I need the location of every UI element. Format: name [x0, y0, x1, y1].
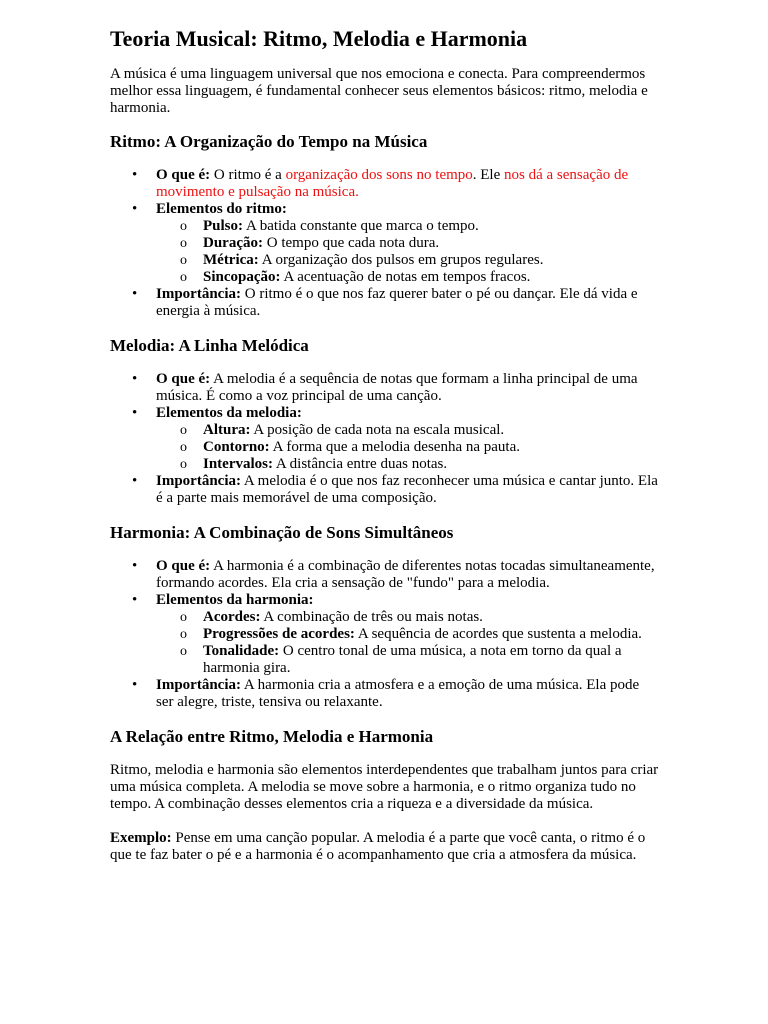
highlighted-text: nos dá a sensação de movimento e pulsação na música. [156, 167, 629, 200]
section-heading-relacao: A Relação entre Ritmo, Melodia e Harmonia [110, 727, 434, 746]
section-heading-harmonia: Harmonia: A Combinação de Sons Simultâneos [110, 523, 454, 542]
term-desc: A sequência de acordes que sustenta a melodia. [354, 626, 642, 642]
melodia-elements-sublist [156, 422, 660, 473]
ritmo-elements-sublist [156, 218, 660, 286]
sublist-item [203, 439, 660, 456]
term: Altura: [203, 422, 251, 438]
term-desc: A acentuação de notas em tempos fracos. [280, 269, 531, 285]
item-label: Importância: [156, 473, 241, 489]
item-text: A harmonia cria a atmosfera e a emoção de uma música. Ela pode ser alegre, triste, tensiva ou relaxante. [156, 677, 640, 710]
ritmo-list [110, 167, 660, 320]
list-item [156, 405, 660, 473]
sublist-item [203, 252, 660, 269]
item-label: O que é: [156, 558, 211, 574]
relacao-paragraph: Ritmo, melodia e harmonia são elementos interdependentes que trabalham juntos para criar uma música completa. A melodia se move sobre a harmonia, e o ritmo organiza tudo no tempo. A combinação desses elementos cria a riqueza e a diversidade da música. [110, 762, 659, 812]
harmonia-list [110, 558, 660, 711]
term: Progressões de acordes: [203, 626, 355, 642]
term-desc: A forma que a melodia desenha na pauta. [269, 439, 520, 455]
list-item [156, 167, 660, 201]
intro-paragraph: A música é uma linguagem universal que nos emociona e conecta. Para compreendermos melhor essa linguagem, é fundamental conhecer seus elementos básicos: ritmo, melodia e harmonia. [110, 66, 648, 116]
term: Pulso: [203, 218, 244, 234]
sublist-item [203, 456, 660, 473]
exemplo-paragraph [110, 830, 660, 864]
item-text: O ritmo é o que nos faz querer bater o pé ou dançar. Ele dá vida e energia à música. [156, 286, 638, 319]
sublist-item [203, 626, 660, 643]
exemplo-label: Exemplo: [110, 830, 172, 846]
exemplo-text: Pense em uma canção popular. A melodia é a parte que você canta, o ritmo é o que te faz bater o pé e a harmonia é o acompanhamento que cria a atmosfera da música. [110, 830, 646, 863]
item-text: O ritmo é a [210, 167, 286, 183]
item-label: Importância: [156, 677, 241, 693]
item-label: O que é: [156, 167, 211, 183]
term: Contorno: [203, 439, 270, 455]
item-label: O que é: [156, 371, 211, 387]
sublist-item [203, 643, 660, 677]
section-relacao [110, 727, 660, 864]
item-text: A melodia é o que nos faz reconhecer uma música e cantar junto. Ela é a parte mais memorável de uma composição. [156, 473, 658, 506]
term-desc: A organização dos pulsos em grupos regulares. [258, 252, 544, 268]
term: Tonalidade: [203, 643, 280, 659]
term-desc: O centro tonal de uma música, a nota em torno da qual a harmonia gira. [203, 643, 622, 676]
item-label: Elementos da melodia: [156, 405, 302, 421]
list-item [156, 286, 660, 320]
term: Duração: [203, 235, 263, 251]
sublist-item [203, 422, 660, 439]
sublist-item [203, 218, 660, 235]
section-heading-ritmo: Ritmo: A Organização do Tempo na Música [110, 132, 428, 151]
page-title: Teoria Musical: Ritmo, Melodia e Harmonia [110, 26, 528, 51]
term: Acordes: [203, 609, 261, 625]
sublist-item [203, 235, 660, 252]
item-text: A harmonia é a combinação de diferentes notas tocadas simultaneamente, formando acordes. Ela cria a sensação de "fundo" para a melodia. [156, 558, 655, 591]
section-heading-melodia: Melodia: A Linha Melódica [110, 336, 309, 355]
item-label: Elementos do ritmo: [156, 201, 287, 217]
term: Intervalos: [203, 456, 273, 472]
section-melodia [110, 336, 660, 507]
list-item [156, 473, 660, 507]
item-label: Elementos da harmonia: [156, 592, 314, 608]
term-desc: O tempo que cada nota dura. [263, 235, 440, 251]
section-ritmo [110, 132, 660, 320]
section-harmonia [110, 523, 660, 711]
sublist-item [203, 269, 660, 286]
term-desc: A distância entre duas notas. [273, 456, 448, 472]
list-item [156, 677, 660, 711]
highlighted-text: organização dos sons no tempo [285, 167, 473, 183]
harmonia-elements-sublist [156, 609, 660, 677]
list-item [156, 592, 660, 677]
term-desc: A batida constante que marca o tempo. [243, 218, 479, 234]
term: Métrica: [203, 252, 259, 268]
melodia-list [110, 371, 660, 507]
item-text: A melodia é a sequência de notas que formam a linha principal de uma música. É como a voz principal de uma canção. [156, 371, 638, 404]
sublist-item [203, 609, 660, 626]
list-item [156, 371, 660, 405]
term-desc: A posição de cada nota na escala musical. [250, 422, 505, 438]
term: Sincopação: [203, 269, 281, 285]
item-label: Importância: [156, 286, 241, 302]
document-body [110, 26, 660, 864]
list-item [156, 558, 660, 592]
list-item [156, 201, 660, 286]
term-desc: A combinação de três ou mais notas. [260, 609, 483, 625]
item-text: . Ele [472, 167, 505, 183]
